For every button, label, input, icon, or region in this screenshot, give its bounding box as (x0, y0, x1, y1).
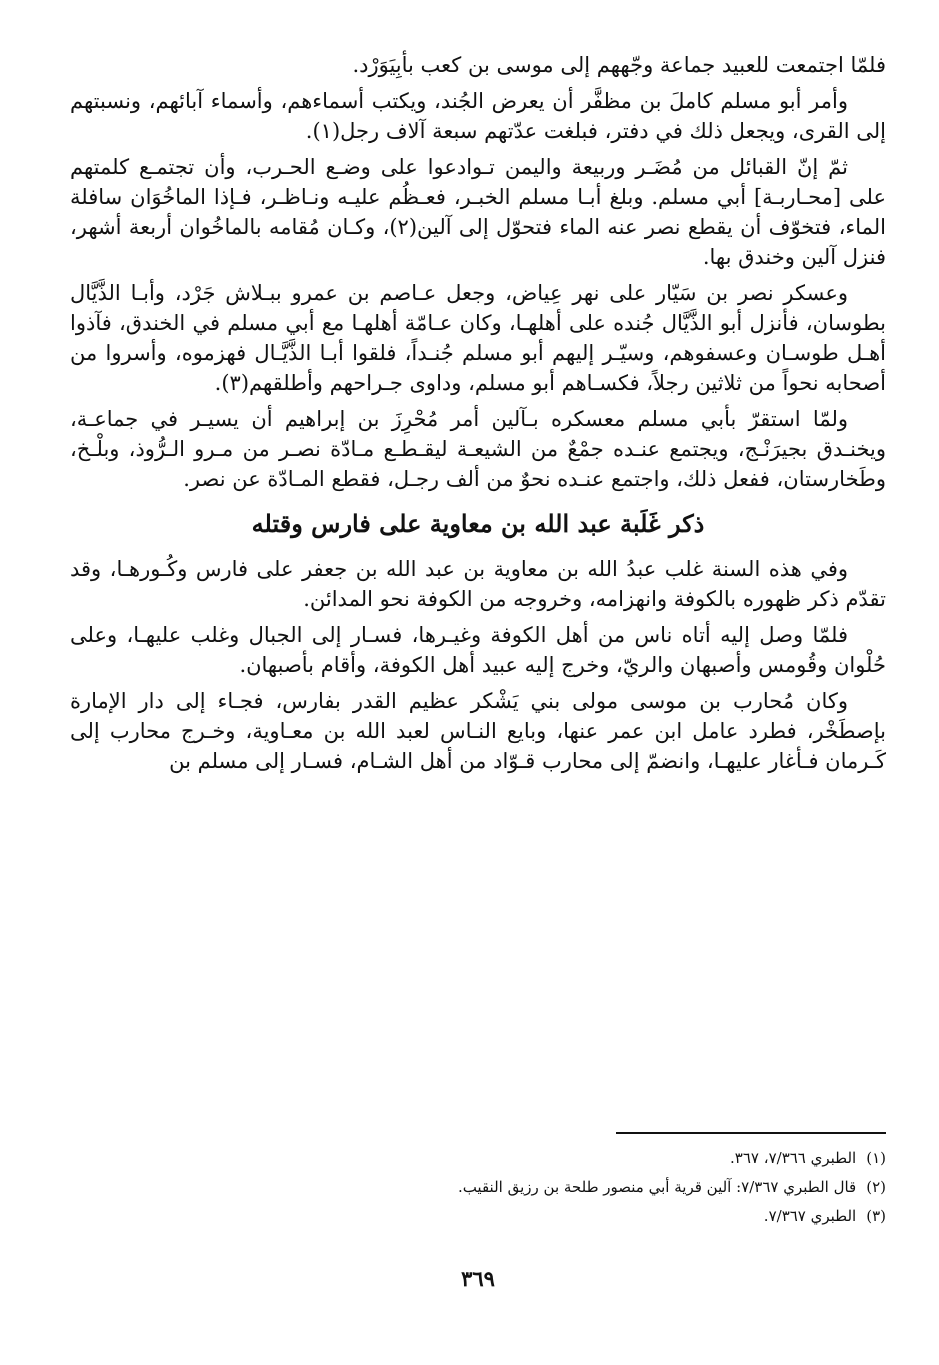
section-heading: ذكر غَلَبة عبد الله بن معاوية على فارس وقتله (251, 509, 705, 538)
footnotes (70, 1144, 886, 1231)
footnote-number: (٢) (866, 1178, 886, 1196)
paragraph-5: ولمّا استقرّ بأبي مسلم معسكره بـآلين أمر مُحْرِزَ بن إبراهيم أن يسيـر في جماعـة، ويخنـدق بجيرَنْـج، ويجتمع عنـده جمْعٌ من الشيعـة ليقـطـع مـادّة نصـر من مـرو الـرُّوذ، وبلْـخ، وطَخارستان، ففعل ذلك، واجتمع عنـده نحوٌ من ألف رجـل، فقطع المـادّة عن نصر. (70, 407, 886, 491)
document-page (70, 50, 886, 1340)
paragraph-2: وأمر أبو مسلم كاملَ بن مظفَّر أن يعرض الجُند، ويكتب أسماءهم، وأسماء آبائهم، ونسبتهم إلى القرى، ويجعل ذلك في دفتر، فبلغت عدّتهم سبعة آلاف رجل(١). (70, 89, 886, 143)
paragraph-7: فلمّا وصل إليه أتاه ناس من أهل الكوفة وغيـرها، فسـار إلى الجبال وغلب عليهـا، وعلى حُلْوان وقُومس وأصبهان والريّ، وخرج إليه عبيد أهل الكوفة، وأقام بأصبهان. (70, 623, 886, 677)
footnote-text: قال الطبري ٧/٣٦٧: آلين قرية أبي منصور طلحة بن رزيق النقيب. (457, 1178, 857, 1196)
footnote-number: (١) (866, 1149, 886, 1167)
paragraph-4: وعسكر نصر بن سَيّار على نهر عِياض، وجعل عـاصم بن عمرو ببـلاش جَرْد، وأبـا الذَّيَّال بطوسان، فأنزل أبو الذَّيَّال جُنده على أهلهـا، وكان عـامّة أهلهـا مع أبي مسلم في الخندق، فآذوا أهـل طوسـان وعسفوهم، وسيّـر إليهم أبو مسلم جُنـداً، فلقوا أبـا الذَّيَّـال فهزموه، وأسروا من أصحابه نحواً من ثلاثين رجلاً، فكسـاهم أبو مسلم، وداوى جـراحهم وأطلقهم(٣). (70, 281, 886, 395)
paragraph-8: وكان مُحارب بن موسى مولى بني يَشْكر عظيم القدر بفارس، فجـاء إلى دار الإمارة بإصطَخْر، فطرد عامل ابن عمر عنها، وبايع النـاس لعبد الله بن معـاوية، وخـرج محارب إلى كَـرمان فـأغار عليهـا، وانضمّ إلى محارب قـوّاد من أهل الشـام، فسـار إلى مسلم بن (70, 689, 886, 773)
page-number: ٣٦٩ (461, 1266, 495, 1291)
footnote-text: الطبري ٧/٣٦٦، ٣٦٧. (730, 1149, 857, 1167)
paragraph-3: ثمّ إنّ القبائل من مُضَـر وربيعة واليمن تـوادعوا على وضـع الحـرب، وأن تجتمـع كلمتهم على [محـاربـة] أبي مسلم. وبلغ أبـا مسلم الخبـر، فعـظُم عليـه ونـاظـر، فـإذا الماخُوَان سافلة الماء، فتخوّف أن يقطع نصر عنه الماء فتحوّل إلى آلين(٢)، وكـان مُقامه بالماخُوان أربعة أشهر، فنزل آلين وخندق بها. (70, 155, 886, 269)
paragraph-6: وفي هذه السنة غلب عبدُ الله بن معاوية بن عبد الله بن جعفر على فارس وكُـورهـا، وقد تقدّم ذكر ظهوره بالكوفة وانهزامه، وخروجه من الكوفة نحو المدائن. (70, 557, 886, 611)
footnote-number: (٣) (866, 1207, 886, 1225)
footnote-1 (70, 1144, 886, 1173)
footnote-text: الطبري ٧/٣٦٧. (763, 1207, 857, 1225)
footnote-2 (70, 1173, 886, 1202)
footnote-3 (70, 1202, 886, 1231)
footnote-divider (616, 1132, 886, 1134)
paragraph-1: فلمّا اجتمعت للعبيد جماعة وجّههم إلى موسى بن كعب بأبِيَوَرْد. (352, 53, 886, 77)
